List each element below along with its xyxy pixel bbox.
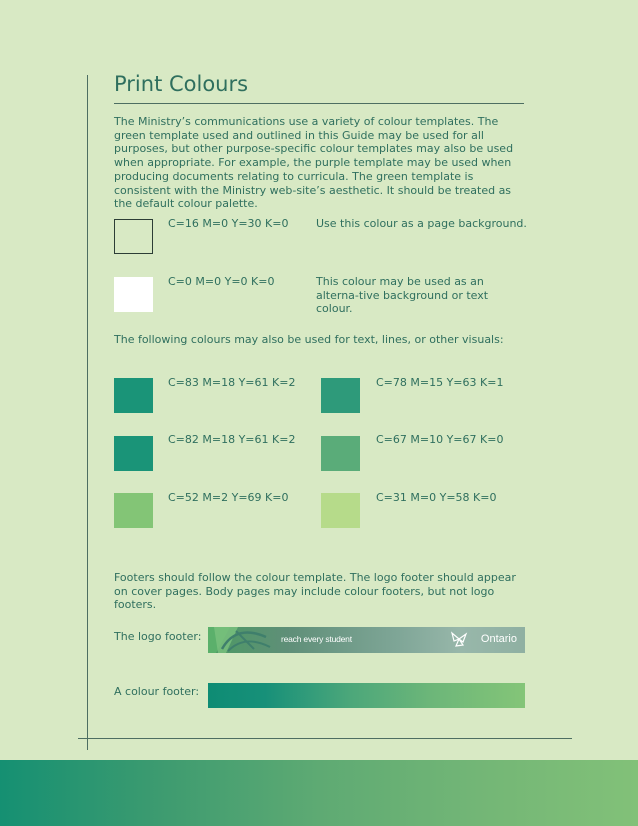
colour-code: C=31 M=0 Y=58 K=0: [376, 491, 497, 504]
intro-paragraph: The Ministry’s communications use a variety of colour templates. The green template used and outlined in this Guide may be used for all purposes, but other purpose-specific colour templates may also be used when appropriate. For example, the purple template may be used when producing documents relating to curricula. The green template is consistent with the Ministry web-site’s aesthetic. It should be treated as the default colour palette.: [114, 115, 514, 211]
trillium-icon: [450, 631, 468, 647]
title-underline: [114, 103, 524, 104]
colour-code: C=67 M=10 Y=67 K=0: [376, 433, 504, 446]
leaf-logo-icon: [208, 627, 278, 653]
swatch-white: [114, 277, 153, 312]
footer-note: Footers should follow the colour template. The logo footer should appear on cover pages. Body pages may include colour footers, but not logo footers.: [114, 571, 516, 612]
page-title: Print Colours: [114, 72, 249, 96]
colour-swatch: [114, 493, 153, 528]
bottom-horizontal-rule: [78, 738, 572, 739]
colour-swatch: [321, 493, 360, 528]
logo-tagline: reach every student: [281, 634, 352, 644]
colour-code: C=82 M=18 Y=61 K=2: [168, 433, 296, 446]
swatch-code: C=0 M=0 Y=0 K=0: [168, 275, 275, 288]
swatch-page-background: [114, 219, 153, 254]
colour-swatch: [321, 378, 360, 413]
logo-footer-label: The logo footer:: [114, 630, 202, 643]
margin-vertical-rule: [87, 75, 88, 750]
colour-swatch: [321, 436, 360, 471]
colour-code: C=78 M=15 Y=63 K=1: [376, 376, 504, 389]
colour-code: C=83 M=18 Y=61 K=2: [168, 376, 296, 389]
colour-swatch: [114, 436, 153, 471]
page-footer-band: [0, 760, 638, 826]
ontario-wordmark: Ontario: [480, 633, 517, 645]
colour-footer-sample: [208, 683, 525, 708]
logo-footer: [208, 627, 525, 653]
swatch-description: This colour may be used as an alterna-tive background or text colour.: [316, 275, 489, 316]
colour-code: C=52 M=2 Y=69 K=0: [168, 491, 289, 504]
swatch-description: Use this colour as a page background.: [316, 217, 527, 230]
colour-footer-label: A colour footer:: [114, 685, 200, 698]
colour-swatch: [114, 378, 153, 413]
swatch-code: C=16 M=0 Y=30 K=0: [168, 217, 289, 230]
additional-colours-intro: The following colours may also be used for text, lines, or other visuals:: [114, 333, 504, 346]
